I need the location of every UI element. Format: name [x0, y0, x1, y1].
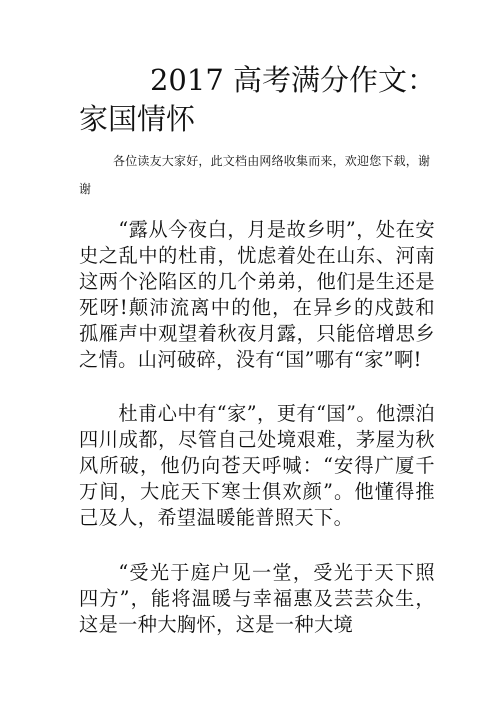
essay-paragraph-2: 杜甫心中有“家”，更有“国”。他漂泊四川成都，尽管自己处境艰难，茅屋为秋风所破，他仍向苍天呼喊：“安得广厦千万间，大庇天下寒士俱欢颜”。他懂得推己及人，希望温暖能普照天下。: [79, 402, 435, 529]
essay-paragraph-1: “露从今夜白，月是故乡明”，处在安史之乱中的杜甫，忧虑着处在山东、河南这两个沦陷区的几个弟弟，他们是生还是死呀!颠沛流离中的他，在异乡的戍鼓和孤雁声中观望着秋夜月露，只能倍增思乡之情。山河破碎，没有“国”哪有“家”啊!: [79, 218, 435, 371]
document-title-line-2: 家国情怀: [79, 102, 196, 136]
essay-paragraph-3: “受光于庭户见一堂，受光于天下照四方”，能将温暖与幸福惠及芸芸众生，这是一种大胸怀，这是一种大境: [79, 561, 435, 636]
document-title-line-1: 2017 高考满分作文：: [149, 63, 436, 97]
download-note: 各位读友大家好，此文档由网络收集而来，欢迎您下载，谢谢: [79, 154, 430, 196]
